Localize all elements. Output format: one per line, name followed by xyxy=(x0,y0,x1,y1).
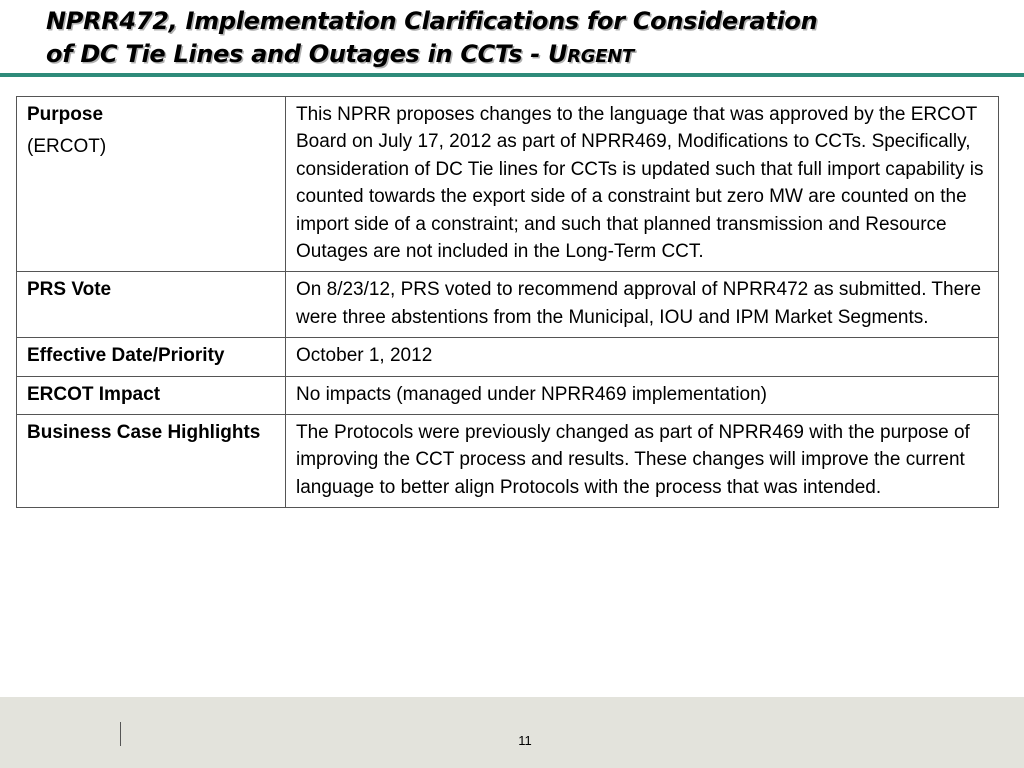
footer-divider xyxy=(120,722,121,746)
row-content: The Protocols were previously changed as part of NPRR469 with the purpose of improving the CCT process and results. These changes will improve the current language to better align Protocols with the process that was intended. xyxy=(286,415,999,508)
slide-title-line2: of DC Tie Lines and Outages in CCTs - xyxy=(46,40,548,68)
row-label: PRS Vote xyxy=(17,272,286,338)
row-label-cell xyxy=(17,97,286,272)
row-label: Effective Date/Priority xyxy=(17,338,286,376)
row-label: ERCOT Impact xyxy=(17,376,286,414)
table-row-prs-vote xyxy=(17,272,999,338)
row-label: Purpose xyxy=(27,104,104,125)
nprr-info-table xyxy=(16,96,999,508)
row-content: October 1, 2012 xyxy=(286,338,999,376)
table-row-ercot-impact xyxy=(17,376,999,414)
table-row-business-case xyxy=(17,415,999,508)
row-content: This NPRR proposes changes to the language that was approved by the ERCOT Board on July 17, 2012 as part of NPRR469, Modifications to CCTs. Specifically, consideration of DC Tie lines for CCTs is updated such that full import capability is counted towards the export side of a constraint but zero MW are counted on the import side of a constraint; and such that planned transmission and Resource Outages are not included in the Long-Term CCT. xyxy=(286,97,999,272)
slide-title-line1: NPRR472, Implementation Clarifications for Consideration xyxy=(46,7,818,35)
table-row-effective-date xyxy=(17,338,999,376)
row-label: Business Case Highlights xyxy=(17,415,286,508)
slide-title xyxy=(46,5,1006,73)
slide-title-urgent-initial: U xyxy=(547,40,568,68)
page-number: 11 xyxy=(518,733,532,748)
row-sublabel: (ERCOT) xyxy=(27,136,107,158)
slide-title-urgent-rest: RGENT xyxy=(567,46,634,67)
table-row-purpose xyxy=(17,97,999,272)
title-accent-rule xyxy=(0,73,1024,77)
row-content: On 8/23/12, PRS voted to recommend approval of NPRR472 as submitted. There were three abstentions from the Municipal, IOU and IPM Market Segments. xyxy=(286,272,999,338)
row-content: No impacts (managed under NPRR469 implementation) xyxy=(286,376,999,414)
